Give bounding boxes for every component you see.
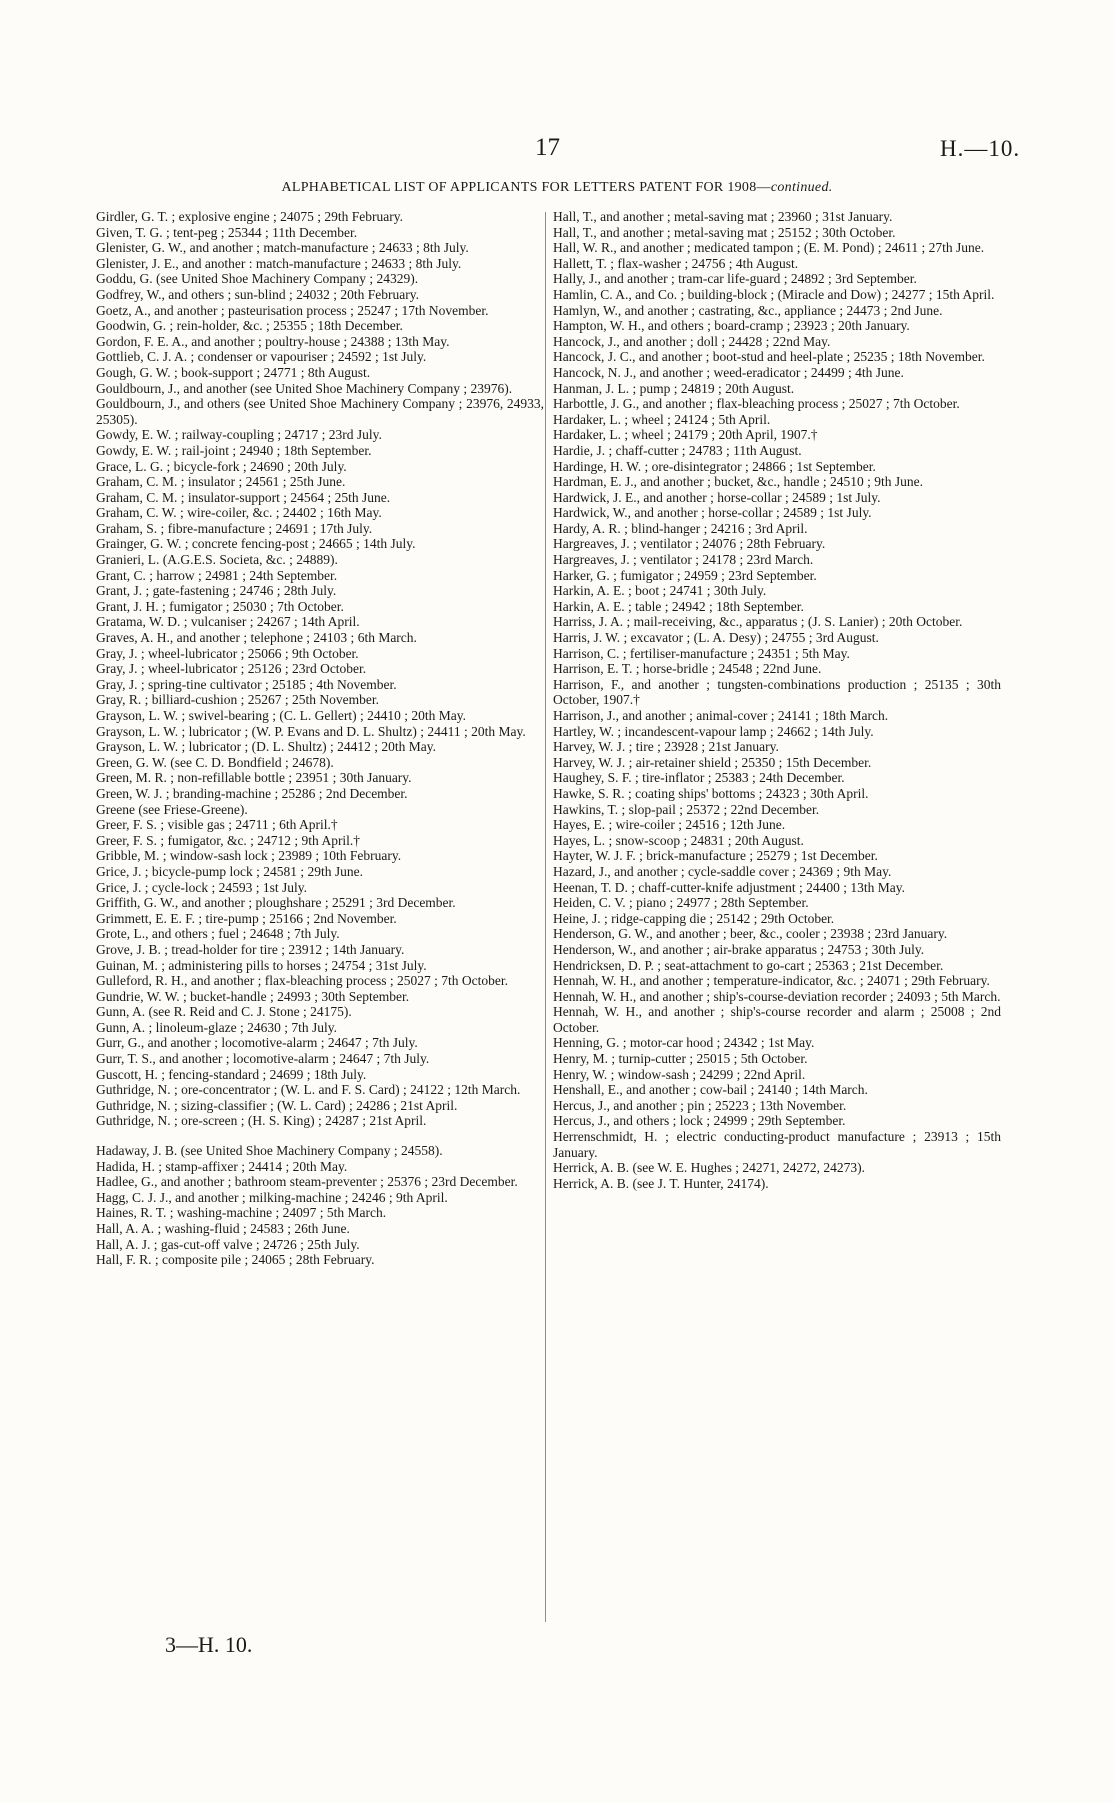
list-entry: Grote, L., and others ; fuel ; 24648 ; 7th July. (96, 926, 340, 942)
list-entry: Hall, T., and another ; metal-saving mat ; 23960 ; 31st January. (553, 209, 893, 224)
list-entry: Granieri, L. (A.G.E.S. Societa, &c. ; 24889). (96, 552, 338, 568)
list-entry: Hardaker, L. ; wheel ; 24179 ; 20th April, 1907.† (553, 427, 818, 443)
list-entry: Harkin, A. E. ; table ; 24942 ; 18th September. (553, 598, 804, 614)
header-title: ALPHABETICAL LIST OF APPLICANTS FOR LETTERS PATENT FOR 1908— (281, 180, 771, 195)
list-entry: Grace, L. G. ; bicycle-fork ; 24690 ; 20th July. (96, 458, 347, 474)
list-entry: Henshall, E., and another ; cow-bail ; 24140 ; 14th March. (553, 1082, 868, 1098)
list-entry: Gray, J. ; spring-tine cultivator ; 25185 ; 4th November. (96, 676, 397, 692)
list-entry: Gottlieb, C. J. A. ; condenser or vapouriser ; 24592 ; 1st July. (96, 349, 427, 365)
list-entry: Goetz, A., and another ; pasteurisation process ; 25247 ; 17th November. (96, 302, 489, 318)
list-entry: Girdler, G. T. ; explosive engine ; 24075 ; 29th February. (96, 209, 404, 224)
list-entry: Hallett, T. ; flax-washer ; 24756 ; 4th August. (553, 255, 799, 271)
list-entry: Hadida, H. ; stamp-affixer ; 24414 ; 20th May. (96, 1158, 348, 1174)
list-entry: Heine, J. ; ridge-capping die ; 25142 ; 29th October. (553, 910, 835, 926)
list-entry: Grimmett, E. E. F. ; tire-pump ; 25166 ; 2nd November. (96, 910, 397, 926)
list-entry: Grant, J. ; gate-fastening ; 24746 ; 28th July. (96, 583, 337, 599)
list-entry: Gunn, A. ; linoleum-glaze ; 24630 ; 7th July. (96, 1019, 337, 1035)
list-entry: Grayson, L. W. ; swivel-bearing ; (C. L. Gellert) ; 24410 ; 20th May. (96, 708, 466, 723)
list-entry: Harris, J. W. ; excavator ; (L. A. Desy) ; 24755 ; 3rd August. (553, 630, 879, 646)
list-entry: Heenan, T. D. ; chaff-cutter-knife adjustment ; 24400 ; 13th May. (553, 879, 906, 895)
list-entry: Gordon, F. E. A., and another ; poultry-house ; 24388 ; 13th May. (96, 333, 450, 349)
list-entry: Grayson, L. W. ; lubricator ; (D. L. Shultz) ; 24412 ; 20th May. (96, 739, 436, 755)
list-entry: Gough, G. W. ; book-support ; 24771 ; 8th August. (96, 364, 371, 380)
list-entry: Gray, J. ; wheel-lubricator ; 25126 ; 23rd October. (96, 661, 367, 677)
list-entry: Hally, J., and another ; tram-car life-guard ; 24892 ; 3rd September. (553, 271, 917, 287)
list-entry: Given, T. G. ; tent-peg ; 25344 ; 11th December. (96, 224, 358, 240)
list-entry: Graham, C. M. ; insulator-support ; 24564 ; 25th June. (96, 489, 391, 505)
list-entry: Grove, J. B. ; tread-holder for tire ; 23912 ; 14th January. (96, 941, 405, 957)
list-entry: Hardwick, J. E., and another ; horse-collar ; 24589 ; 1st July. (553, 489, 881, 505)
list-entry: Henry, M. ; turnip-cutter ; 25015 ; 5th October. (553, 1051, 808, 1067)
document-reference: H.—10. (940, 136, 1021, 161)
list-entry: Grainger, G. W. ; concrete fencing-post ; 24665 ; 14th July. (96, 536, 416, 552)
list-entry: Glenister, J. E., and another : match-manufacture ; 24633 ; 8th July. (96, 255, 462, 271)
list-entry: Herrick, A. B. (see J. T. Hunter, 24174). (553, 1175, 769, 1191)
list-entry: Graham, C. W. ; wire-coiler, &c. ; 24402 ; 16th May. (96, 505, 382, 521)
list-entry: Hennah, W. H., and another ; ship's-course-deviation recorder ; 24093 ; 5th March. (553, 988, 1001, 1004)
list-entry: Harbottle, J. G., and another ; flax-bleaching process ; 25027 ; 7th October. (553, 396, 960, 412)
list-entry: Hampton, W. H., and others ; board-cramp ; 23923 ; 20th January. (553, 318, 910, 334)
list-entry: Guthridge, N. ; sizing-classifier ; (W. L. Card) ; 24286 ; 21st April. (96, 1097, 458, 1113)
left-column (96, 209, 544, 1268)
list-entry: Gray, J. ; wheel-lubricator ; 25066 ; 9th October. (96, 645, 359, 661)
list-entry: Harrison, E. T. ; horse-bridle ; 24548 ; 22nd June. (553, 661, 822, 677)
list-entry: Griffith, G. W., and another ; ploughshare ; 25291 ; 3rd December. (96, 895, 456, 911)
list-entry: Guthridge, N. ; ore-screen ; (H. S. King) ; 24287 ; 21st April. (96, 1113, 427, 1129)
list-entry: Grant, J. H. ; fumigator ; 25030 ; 7th October. (96, 598, 344, 614)
list-entry: Hall, W. R., and another ; medicated tampon ; (E. M. Pond) ; 24611 ; 27th June. (553, 240, 985, 256)
list-entry: Hancock, N. J., and another ; weed-eradicator ; 24499 ; 4th June. (553, 364, 904, 380)
list-entry: Hardaker, L. ; wheel ; 24124 ; 5th April. (553, 411, 771, 427)
list-entry: Hayter, W. J. F. ; brick-manufacture ; 25279 ; 1st December. (553, 848, 878, 864)
list-entry: Grant, C. ; harrow ; 24981 ; 24th September. (96, 567, 338, 583)
list-entry: Gratama, W. D. ; vulcaniser ; 24267 ; 14th April. (96, 614, 360, 630)
column-divider (545, 212, 546, 1622)
list-entry: Hall, F. R. ; composite pile ; 24065 ; 28th February. (96, 1252, 375, 1268)
list-entry: Hennah, W. H., and another ; temperature-indicator, &c. ; 24071 ; 29th February. (553, 973, 990, 989)
list-entry: Hancock, J. C., and another ; boot-stud and heel-plate ; 25235 ; 18th November. (553, 349, 985, 365)
list-entry: Hardy, A. R. ; blind-hanger ; 24216 ; 3rd April. (553, 520, 808, 536)
list-entry: Hadaway, J. B. (see United Shoe Machinery Company ; 24558). (96, 1143, 443, 1159)
list-entry: Hall, A. J. ; gas-cut-off valve ; 24726 ; 25th July. (96, 1236, 360, 1252)
list-entry: Henderson, G. W., and another ; beer, &c., cooler ; 23938 ; 23rd January. (553, 926, 948, 942)
list-entry: Harrison, J., and another ; animal-cover ; 24141 ; 18th March. (553, 708, 889, 723)
list-entry: Hamlyn, W., and another ; castrating, &c., appliance ; 24473 ; 2nd June. (553, 302, 943, 318)
list-entry: Hadlee, G., and another ; bathroom steam-preventer ; 25376 ; 23rd December. (96, 1174, 518, 1190)
page-number: 17 (535, 134, 560, 161)
list-entry: Green, M. R. ; non-refillable bottle ; 23951 ; 30th January. (96, 770, 412, 786)
list-entry: Hennah, W. H., and another ; ship's-course recorder and alarm ; 25008 ; 2nd October. (553, 1004, 1001, 1035)
list-entry: Henning, G. ; motor-car hood ; 24342 ; 1st May. (553, 1035, 815, 1051)
right-column (553, 209, 1001, 1191)
list-entry: Hardman, E. J., and another ; bucket, &c., handle ; 24510 ; 9th June. (553, 474, 924, 490)
list-entry: Guthridge, N. ; ore-concentrator ; (W. L. and F. S. Card) ; 24122 ; 12th March. (96, 1082, 521, 1098)
list-entry: Gunn, A. (see R. Reid and C. J. Stone ; 24175). (96, 1004, 352, 1020)
list-entry: Hargreaves, J. ; ventilator ; 24076 ; 28th February. (553, 536, 826, 552)
list-entry: Goddu, G. (see United Shoe Machinery Company ; 24329). (96, 271, 419, 287)
list-entry: Harrison, C. ; fertiliser-manufacture ; 24351 ; 5th May. (553, 645, 850, 661)
list-entry: Hancock, J., and another ; doll ; 24428 ; 22nd May. (553, 333, 831, 349)
list-entry: Hagg, C. J. J., and another ; milking-machine ; 24246 ; 9th April. (96, 1189, 448, 1205)
list-entry: Gurr, T. S., and another ; locomotive-alarm ; 24647 ; 7th July. (96, 1051, 430, 1067)
list-entry: Grice, J. ; bicycle-pump lock ; 24581 ; 29th June. (96, 863, 363, 879)
list-entry: Hazard, J., and another ; cycle-saddle cover ; 24369 ; 9th May. (553, 863, 892, 879)
list-entry: Haines, R. T. ; washing-machine ; 24097 ; 5th March. (96, 1205, 387, 1221)
list-entry: Gowdy, E. W. ; railway-coupling ; 24717 ; 23rd July. (96, 427, 382, 443)
list-entry: Gouldbourn, J., and others (see United Shoe Machinery Company ; 23976, 24933, 25305). (96, 396, 544, 427)
list-entry: Guinan, M. ; administering pills to horses ; 24754 ; 31st July. (96, 957, 427, 973)
list-entry: Graham, S. ; fibre-manufacture ; 24691 ; 17th July. (96, 520, 373, 536)
list-entry: Hawke, S. R. ; coating ships' bottoms ; 24323 ; 30th April. (553, 785, 869, 801)
list-entry: Godfrey, W., and others ; sun-blind ; 24032 ; 20th February. (96, 286, 419, 302)
list-entry: Hartley, W. ; incandescent-vapour lamp ; 24662 ; 14th July. (553, 723, 874, 739)
list-entry: Harvey, W. J. ; tire ; 23928 ; 21st January. (553, 739, 779, 755)
list-entry: Heiden, C. V. ; piano ; 24977 ; 28th September. (553, 895, 809, 911)
list-entry: Harrison, F., and another ; tungsten-combinations production ; 25135 ; 30th October, 1907.† (553, 676, 1001, 708)
list-entry: Gribble, M. ; window-sash lock ; 23989 ; 10th February. (96, 848, 402, 864)
header-continued: continued. (770, 180, 833, 195)
list-entry: Gundrie, W. W. ; bucket-handle ; 24993 ; 30th September. (96, 988, 410, 1004)
list-entry: Hendricksen, D. P. ; seat-attachment to go-cart ; 25363 ; 21st December. (553, 957, 944, 973)
list-entry: Herrick, A. B. (see W. E. Hughes ; 24271, 24272, 24273). (553, 1160, 865, 1176)
list-entry: Gurr, G., and another ; locomotive-alarm ; 24647 ; 7th July. (96, 1035, 418, 1051)
list-entry: Hanman, J. L. ; pump ; 24819 ; 20th August. (553, 380, 795, 396)
list-entry: Greene (see Friese-Greene). (96, 801, 248, 817)
list-entry: Hall, A. A. ; washing-fluid ; 24583 ; 26th June. (96, 1221, 350, 1236)
list-entry: Gouldbourn, J., and another (see United Shoe Machinery Company ; 23976). (96, 380, 513, 396)
list-entry: Graves, A. H., and another ; telephone ; 24103 ; 6th March. (96, 630, 417, 646)
list-entry: Hercus, J., and others ; lock ; 24999 ; 29th September. (553, 1113, 846, 1129)
list-entry: Graham, C. M. ; insulator ; 24561 ; 25th June. (96, 474, 346, 490)
list-entry: Gulleford, R. H., and another ; flax-bleaching process ; 25027 ; 7th October. (96, 973, 509, 989)
list-entry: Herrenschmidt, H. ; electric conducting-product manufacture ; 23913 ; 15th January. (553, 1129, 1001, 1160)
list-entry: Hargreaves, J. ; ventilator ; 24178 ; 23rd March. (553, 552, 814, 568)
list-entry: Glenister, G. W., and another ; match-manufacture ; 24633 ; 8th July. (96, 240, 469, 256)
list-entry: Gowdy, E. W. ; rail-joint ; 24940 ; 18th September. (96, 442, 372, 458)
list-entry: Hall, T., and another ; metal-saving mat ; 25152 ; 30th October. (553, 224, 896, 240)
list-entry: Goodwin, G. ; rein-holder, &c. ; 25355 ; 18th December. (96, 318, 403, 334)
list-entry: Hardinge, H. W. ; ore-disintegrator ; 24866 ; 1st September. (553, 458, 876, 474)
list-entry: Hamlin, C. A., and Co. ; building-block ; (Miracle and Dow) ; 24277 ; 15th April. (553, 286, 995, 302)
list-entry: Henry, W. ; window-sash ; 24299 ; 22nd April. (553, 1066, 806, 1082)
list-entry: Gray, R. ; billiard-cushion ; 25267 ; 25th November. (96, 692, 379, 708)
list-entry: Hercus, J., and another ; pin ; 25223 ; 13th November. (553, 1097, 847, 1113)
list-entry: Hawkins, T. ; slop-pail ; 25372 ; 22nd December. (553, 801, 820, 817)
list-entry: Harvey, W. J. ; air-retainer shield ; 25350 ; 15th December. (553, 754, 872, 770)
list-entry: Greer, F. S. ; visible gas ; 24711 ; 6th April.† (96, 817, 338, 833)
list-entry: Hayes, L. ; snow-scoop ; 24831 ; 20th August. (553, 832, 804, 848)
list-entry: Harkin, A. E. ; boot ; 24741 ; 30th July. (553, 583, 767, 599)
list-entry: Harriss, J. A. ; mail-receiving, &c., apparatus ; (J. S. Lanier) ; 20th October. (553, 614, 963, 630)
list-entry: Henderson, W., and another ; air-brake apparatus ; 24753 ; 30th July. (553, 941, 925, 957)
page-header (0, 180, 1114, 196)
list-entry: Grayson, L. W. ; lubricator ; (W. P. Evans and D. L. Shultz) ; 24411 ; 20th May. (96, 723, 526, 739)
list-entry: Hardie, J. ; chaff-cutter ; 24783 ; 11th August. (553, 442, 802, 458)
list-entry: Guscott, H. ; fencing-standard ; 24699 ; 18th July. (96, 1066, 367, 1082)
list-entry: Haughey, S. F. ; tire-inflator ; 25383 ; 24th December. (553, 770, 845, 786)
list-entry: Green, W. J. ; branding-machine ; 25286 ; 2nd December. (96, 785, 408, 801)
list-entry: Harker, G. ; fumigator ; 24959 ; 23rd September. (553, 567, 817, 583)
list-entry: Hardwick, W., and another ; horse-collar ; 24589 ; 1st July. (553, 505, 872, 521)
list-entry: Green, G. W. (see C. D. Bondfield ; 24678). (96, 754, 334, 770)
list-entry: Greer, F. S. ; fumigator, &c. ; 24712 ; 9th April.† (96, 832, 361, 848)
list-entry: Hayes, E. ; wire-coiler ; 24516 ; 12th June. (553, 817, 786, 833)
list-entry: Grice, J. ; cycle-lock ; 24593 ; 1st July. (96, 879, 307, 895)
signature-mark: 3—H. 10. (165, 1632, 253, 1657)
